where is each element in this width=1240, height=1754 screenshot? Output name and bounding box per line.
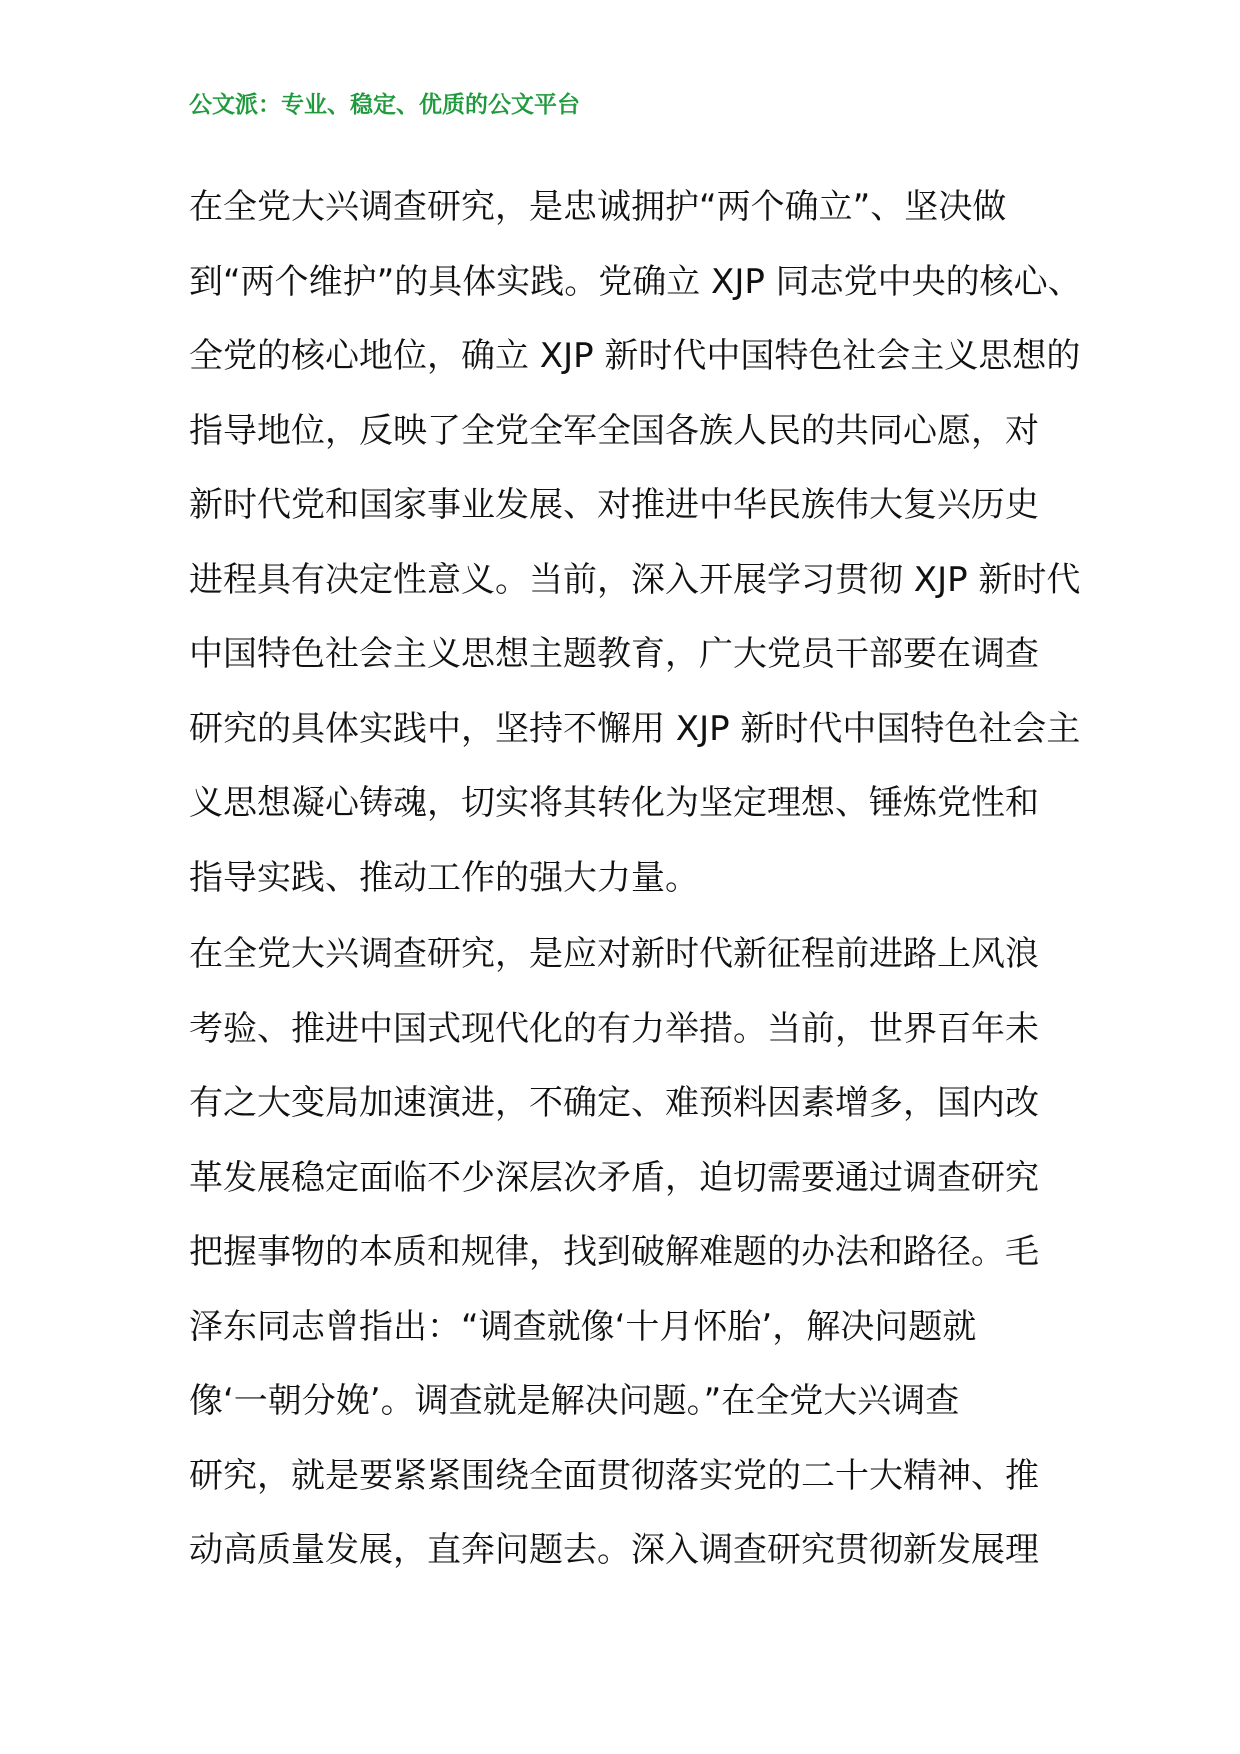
paragraph-line: 有之大变局加速演进，不确定、难预料因素增多，国内改 [189,1083,1039,1123]
paragraph-line: 新时代党和国家事业发展、对推进中华民族伟大复兴历史 [189,485,1039,525]
paragraph-line: 在全党大兴调查研究，是应对新时代新征程前进路上风浪 [189,934,1039,974]
paragraph-line: 全党的核心地位，确立 XJP 新时代中国特色社会主义思想的 [189,336,1081,376]
paragraph-line: 像‘一朝分娩’。调查就是解决问题。”在全党大兴调查 [189,1381,960,1421]
paragraph-line: 泽东同志曾指出：“调查就像‘十月怀胎’，解决问题就 [189,1306,977,1347]
paragraph-line: 指导实践、推动工作的强大力量。 [189,857,699,898]
paragraph-line: 研究，就是要紧紧围绕全面贯彻落实党的二十大精神、推 [189,1455,1039,1496]
paragraph-line: 研究的具体实践中，坚持不懈用 XJP 新时代中国特色社会主 [189,708,1081,749]
paragraph-line: 在全党大兴调查研究，是忠诚拥护“两个确立”、坚决做 [189,187,1007,227]
paragraph-line: 义思想凝心铸魂，切实将其转化为坚定理想、锤炼党性和 [189,783,1039,823]
paragraph-2 [189,917,1069,1588]
document-body [189,170,1082,1590]
paragraph-line: 把握事物的本质和规律，找到破解难题的办法和路径。毛 [189,1232,1039,1272]
paragraph-line: 中国特色社会主义思想主题教育，广大党员干部要在调查 [189,634,1039,674]
paragraph-line: 到“两个维护”的具体实践。党确立 XJP 同志党中央的核心、 [189,261,1082,302]
paragraph-line: 指导地位，反映了全党全军全国各族人民的共同心愿，对 [189,410,1039,451]
paragraph-line: 进程具有决定性意义。当前，深入开展学习贯彻 XJP 新时代 [189,559,1081,600]
paragraph-line: 动高质量发展，直奔问题去。深入调查研究贯彻新发展理 [189,1530,1039,1570]
paragraph-1 [189,170,1082,915]
paragraph-line: 考验、推进中国式现代化的有力举措。当前，世界百年未 [189,1008,1039,1049]
site-header: 公文派：专业、稳定、优质的公文平台 [189,92,580,118]
paragraph-line: 革发展稳定面临不少深层次矛盾，迫切需要通过调查研究 [189,1157,1039,1198]
